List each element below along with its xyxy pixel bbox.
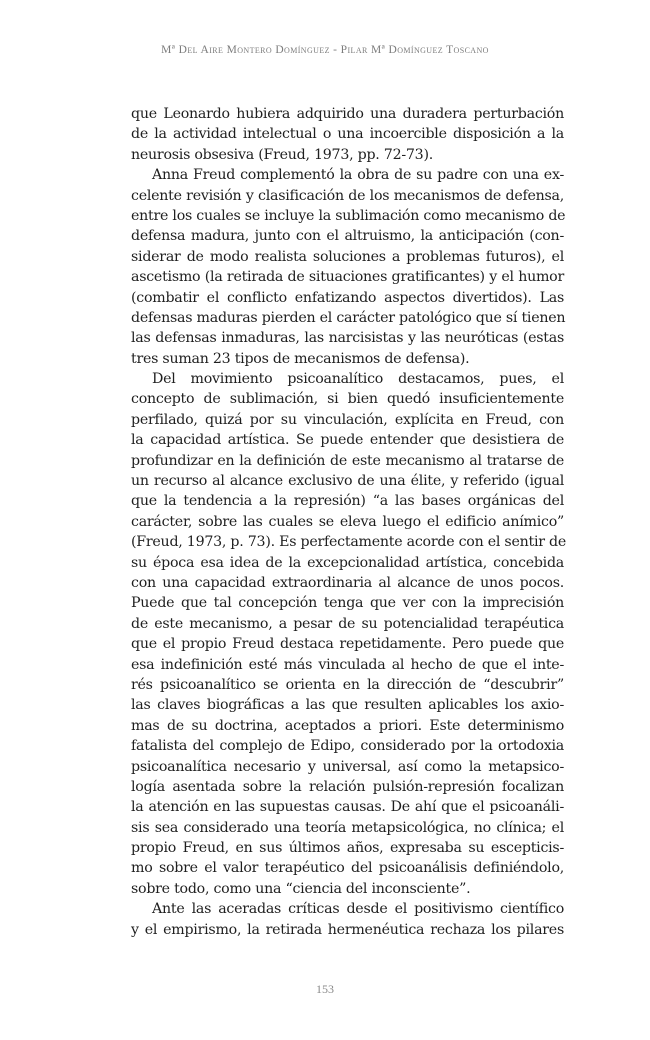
text-line: la capacidad artística. Se puede entender que desistiera de bbox=[131, 432, 564, 449]
text-line: que Leonardo hubiera adquirido una duradera perturbación bbox=[131, 106, 564, 122]
text-line: sobre todo, como una “ciencia del inconsciente”. bbox=[131, 880, 471, 897]
text-line: que el propio Freud destaca repetidamente. Pero puede que bbox=[131, 636, 564, 653]
text-line: psicoanalítica necesario y universal, así como la metapsico- bbox=[131, 758, 564, 775]
text-line: propio Freud, en sus últimos años, expresaba su escepticis- bbox=[131, 840, 564, 857]
text-line: Del movimiento psicoanalítico destacamos, pues, el bbox=[152, 371, 564, 388]
text-line: fatalista del complejo de Edipo, considerado por la ortodoxia bbox=[131, 738, 564, 755]
text-line: celente revisión y clasificación de los mecanismos de defensa, bbox=[131, 187, 564, 204]
text-line: defensa madura, junto con el altruismo, la anticipación (con- bbox=[131, 228, 564, 245]
text-line: concepto de sublimación, si bien quedó insuficientemente bbox=[131, 391, 564, 408]
running-header: Mª Del Aire Montero Domínguez - Pilar Mª Domínguez Toscano bbox=[161, 44, 489, 56]
text-line: Anna Freud complementó la obra de su padre con una ex- bbox=[152, 167, 564, 184]
text-line: un recurso al alcance exclusivo de una élite, y referido (igual bbox=[131, 473, 564, 490]
text-line: esa indefinición esté más vinculada al hecho de que el inte- bbox=[131, 656, 564, 673]
text-line: defensas maduras pierden el carácter patológico que sí tienen bbox=[131, 309, 566, 326]
text-line: sis sea considerado una teoría metapsicológica, no clínica; el bbox=[131, 819, 564, 836]
text-line: tres suman 23 tipos de mecanismos de defensa). bbox=[131, 350, 470, 367]
text-line: Puede que tal concepción tenga que ver con la imprecisión bbox=[131, 595, 564, 612]
text-line: neurosis obsesiva (Freud, 1973, pp. 72-73). bbox=[131, 146, 434, 163]
text-line: Ante las aceradas críticas desde el positivismo científico bbox=[152, 901, 564, 918]
text-line: carácter, sobre las cuales se eleva luego el edificio anímico” bbox=[131, 513, 564, 530]
text-line: siderar de modo realista soluciones a problemas futuros), el bbox=[131, 248, 564, 265]
page-number: 153 bbox=[316, 982, 334, 996]
text-line: la atención en las supuestas causas. De ahí que el psicoanáli- bbox=[131, 799, 564, 816]
text-line: ascetismo (la retirada de situaciones gratificantes) y el humor bbox=[131, 269, 564, 286]
text-line: las defensas inmaduras, las narcisistas y las neuróticas (estas bbox=[131, 330, 564, 347]
text-line: (Freud, 1973, p. 73). Es perfectamente acorde con el sentir de bbox=[131, 534, 567, 551]
text-line: con una capacidad extraordinaria al alcance de unos pocos. bbox=[131, 574, 564, 591]
text-line: de la actividad intelectual o una incoercible disposición a la bbox=[131, 126, 564, 143]
text-line: que la tendencia a la represión) “a las bases orgánicas del bbox=[131, 493, 564, 510]
text-line: (combatir el conflicto enfatizando aspectos divertidos). Las bbox=[131, 289, 564, 306]
text-line: rés psicoanalítico se orienta en la dirección de “descubrir” bbox=[131, 676, 564, 693]
text-line: mas de su doctrina, aceptados a priori. Este determinismo bbox=[131, 717, 564, 734]
text-line: de este mecanismo, a pesar de su potencialidad terapéutica bbox=[131, 615, 564, 632]
text-line: su época esa idea de la excepcionalidad artística, concebida bbox=[131, 554, 564, 571]
text-line: logía asentada sobre la relación pulsión-represión focalizan bbox=[131, 778, 564, 795]
text-line: mo sobre el valor terapéutico del psicoanálisis definiéndolo, bbox=[131, 860, 564, 877]
text-line: las claves biográficas a las que resulten aplicables los axio- bbox=[131, 697, 564, 714]
text-line: entre los cuales se incluye la sublimación como mecanismo de bbox=[131, 207, 566, 224]
text-line: profundizar en la definición de este mecanismo al tratarse de bbox=[131, 452, 564, 469]
text-line: y el empirismo, la retirada hermenéutica rechaza los pilares bbox=[131, 921, 564, 938]
text-line: perfilado, quizá por su vinculación, explícita en Freud, con bbox=[131, 411, 564, 428]
body-text bbox=[131, 104, 567, 940]
